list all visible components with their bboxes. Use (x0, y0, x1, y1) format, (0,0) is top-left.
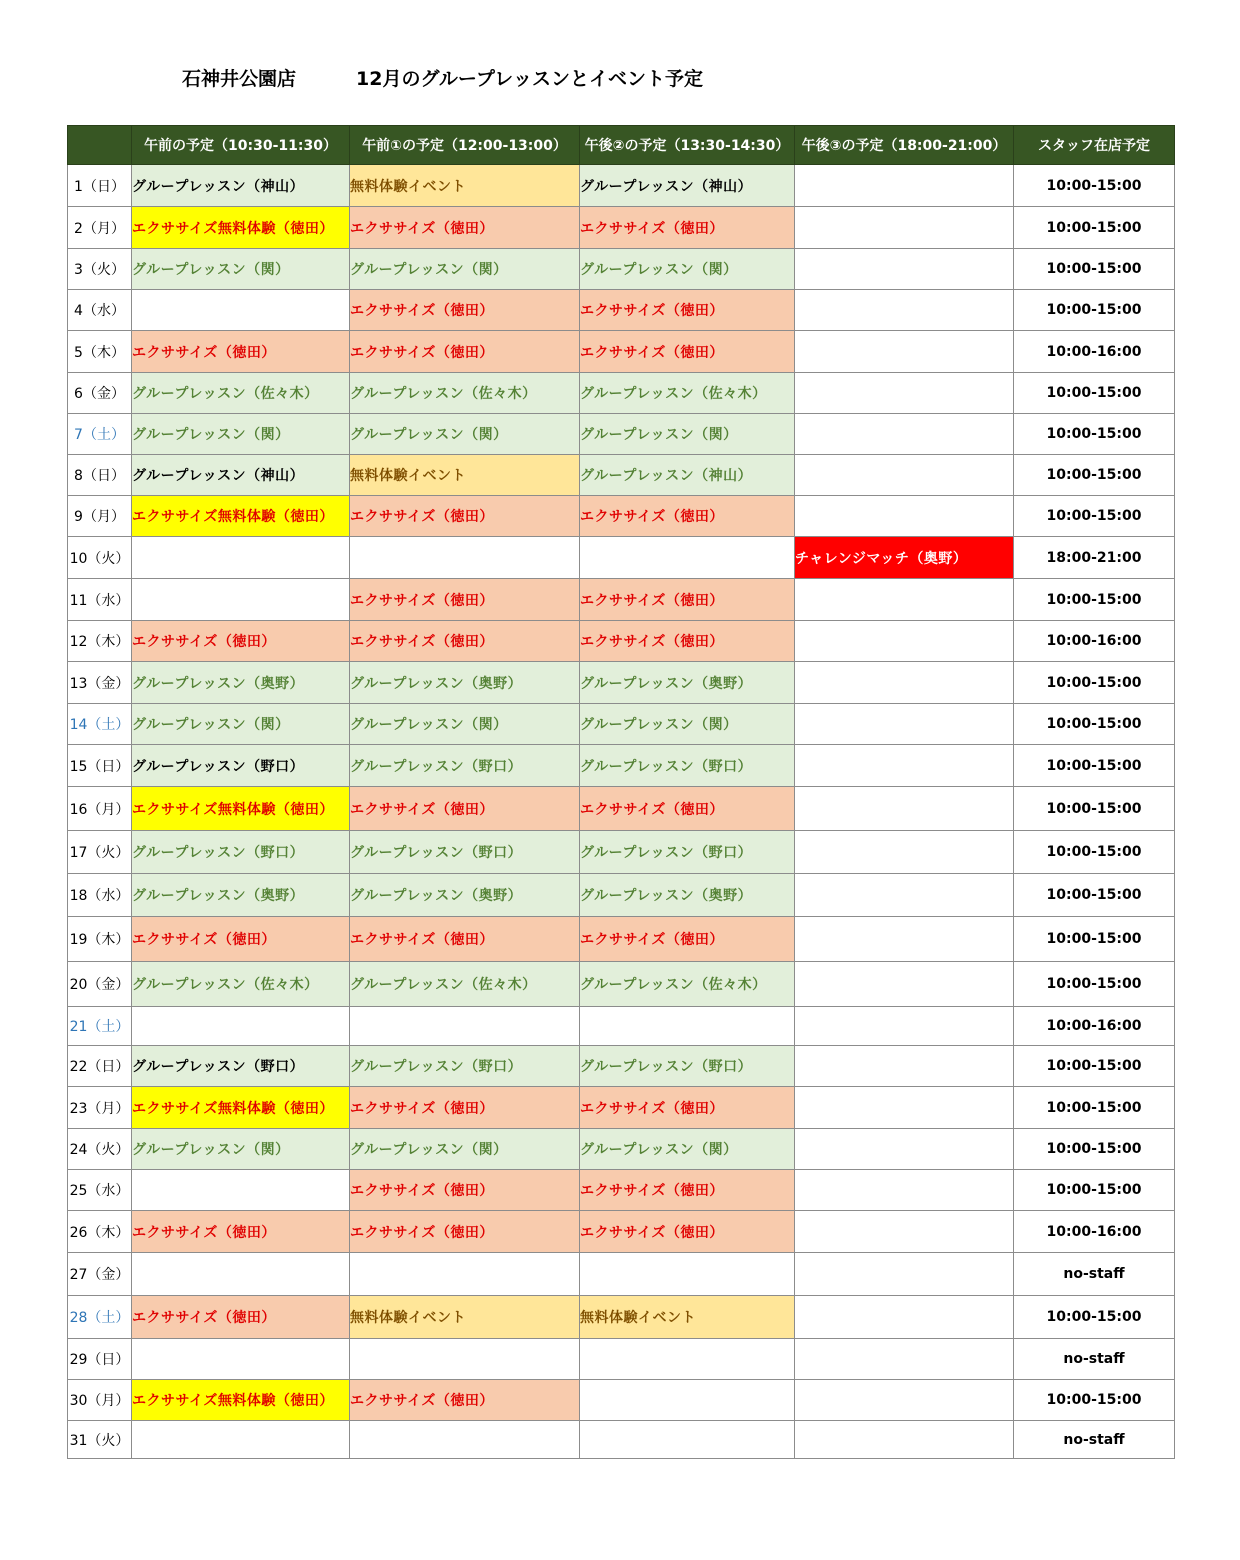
slot-cell-2: グループレッスン（佐々木） (350, 373, 580, 414)
staff-hours-cell: 10:00-16:00 (1014, 331, 1175, 373)
slot-cell-4 (795, 1170, 1014, 1211)
day-cell: 19（木） (68, 917, 132, 962)
column-header-day (68, 126, 132, 165)
slot-cell-4 (795, 1007, 1014, 1046)
table-row (68, 1380, 1175, 1421)
day-cell: 2（月） (68, 207, 132, 249)
slot-cell-2: 無料体験イベント (350, 455, 580, 496)
day-cell: 21（土） (68, 1007, 132, 1046)
slot-cell-4 (795, 1380, 1014, 1421)
table-row (68, 662, 1175, 704)
header-row (68, 126, 1175, 165)
slot-cell-4 (795, 662, 1014, 704)
staff-hours-cell: 10:00-15:00 (1014, 745, 1175, 787)
table-row (68, 1087, 1175, 1129)
slot-cell-4 (795, 917, 1014, 962)
slot-cell-3: エクササイズ（徳田） (580, 621, 795, 662)
slot-cell-2: エクササイズ（徳田） (350, 290, 580, 331)
slot-cell-4 (795, 165, 1014, 207)
staff-hours-cell: 10:00-15:00 (1014, 1380, 1175, 1421)
slot-cell-1: グループレッスン（野口） (132, 1046, 350, 1087)
slot-cell-4 (795, 787, 1014, 831)
slot-cell-1: グループレッスン（関） (132, 1129, 350, 1170)
slot-cell-3: エクササイズ（徳田） (580, 579, 795, 621)
staff-hours-cell: 10:00-15:00 (1014, 1129, 1175, 1170)
slot-cell-4 (795, 496, 1014, 537)
day-cell: 24（火） (68, 1129, 132, 1170)
slot-cell-4 (795, 1339, 1014, 1380)
staff-hours-cell: 10:00-15:00 (1014, 831, 1175, 874)
day-cell: 31（火） (68, 1421, 132, 1459)
day-cell: 6（金） (68, 373, 132, 414)
slot-cell-2: 無料体験イベント (350, 1296, 580, 1339)
staff-hours-cell: 10:00-15:00 (1014, 496, 1175, 537)
slot-cell-1: グループレッスン（野口） (132, 831, 350, 874)
day-cell: 22（日） (68, 1046, 132, 1087)
staff-hours-cell: 10:00-15:00 (1014, 874, 1175, 917)
slot-cell-4 (795, 621, 1014, 662)
table-row (68, 831, 1175, 874)
table-row (68, 1170, 1175, 1211)
slot-cell-3 (580, 1253, 795, 1296)
slot-cell-4 (795, 1296, 1014, 1339)
slot-cell-2: グループレッスン（関） (350, 414, 580, 455)
staff-hours-cell: 18:00-21:00 (1014, 537, 1175, 579)
slot-cell-4 (795, 1253, 1014, 1296)
staff-hours-cell: 10:00-16:00 (1014, 1211, 1175, 1253)
slot-cell-4 (795, 745, 1014, 787)
slot-cell-4 (795, 579, 1014, 621)
day-cell: 8（日） (68, 455, 132, 496)
table-row (68, 704, 1175, 745)
slot-cell-2: エクササイズ（徳田） (350, 1211, 580, 1253)
slot-cell-1: グループレッスン（佐々木） (132, 962, 350, 1007)
slot-cell-3: エクササイズ（徳田） (580, 787, 795, 831)
slot-cell-1 (132, 1339, 350, 1380)
table-row (68, 1129, 1175, 1170)
table-row (68, 455, 1175, 496)
day-cell: 26（木） (68, 1211, 132, 1253)
slot-cell-1: エクササイズ（徳田） (132, 1296, 350, 1339)
slot-cell-3: グループレッスン（佐々木） (580, 962, 795, 1007)
slot-cell-1 (132, 537, 350, 579)
slot-cell-4 (795, 1046, 1014, 1087)
slot-cell-2: グループレッスン（奥野） (350, 662, 580, 704)
slot-cell-3: グループレッスン（関） (580, 249, 795, 290)
staff-hours-cell: 10:00-15:00 (1014, 917, 1175, 962)
slot-cell-1: グループレッスン（関） (132, 249, 350, 290)
staff-hours-cell: no-staff (1014, 1339, 1175, 1380)
slot-cell-3: エクササイズ（徳田） (580, 290, 795, 331)
slot-cell-1 (132, 1170, 350, 1211)
slot-cell-2: エクササイズ（徳田） (350, 787, 580, 831)
slot-cell-3 (580, 1339, 795, 1380)
slot-cell-3 (580, 1421, 795, 1459)
slot-cell-1: エクササイズ無料体験（徳田） (132, 1087, 350, 1129)
column-header-evening: 午後③の予定（18:00-21:00） (795, 126, 1014, 165)
slot-cell-2: グループレッスン（野口） (350, 831, 580, 874)
column-header-noon: 午前①の予定（12:00-13:00） (350, 126, 580, 165)
staff-hours-cell: 10:00-15:00 (1014, 207, 1175, 249)
staff-hours-cell: 10:00-16:00 (1014, 1007, 1175, 1046)
slot-cell-1 (132, 1253, 350, 1296)
slot-cell-2: グループレッスン（関） (350, 1129, 580, 1170)
slot-cell-3: エクササイズ（徳田） (580, 1170, 795, 1211)
table-row (68, 414, 1175, 455)
table-row (68, 874, 1175, 917)
slot-cell-3: エクササイズ（徳田） (580, 1211, 795, 1253)
slot-cell-2: グループレッスン（佐々木） (350, 962, 580, 1007)
staff-hours-cell: 10:00-15:00 (1014, 165, 1175, 207)
slot-cell-1: グループレッスン（関） (132, 704, 350, 745)
table-row (68, 917, 1175, 962)
slot-cell-3: エクササイズ（徳田） (580, 496, 795, 537)
slot-cell-4 (795, 249, 1014, 290)
slot-cell-4 (795, 1211, 1014, 1253)
slot-cell-2: グループレッスン（関） (350, 249, 580, 290)
slot-cell-4 (795, 1129, 1014, 1170)
staff-hours-cell: no-staff (1014, 1421, 1175, 1459)
slot-cell-2: エクササイズ（徳田） (350, 207, 580, 249)
day-cell: 28（土） (68, 1296, 132, 1339)
slot-cell-1 (132, 1421, 350, 1459)
slot-cell-1: エクササイズ（徳田） (132, 331, 350, 373)
table-row (68, 496, 1175, 537)
table-row (68, 1046, 1175, 1087)
day-cell: 1（日） (68, 165, 132, 207)
table-row (68, 1296, 1175, 1339)
staff-hours-cell: 10:00-15:00 (1014, 1087, 1175, 1129)
slot-cell-1: エクササイズ無料体験（徳田） (132, 787, 350, 831)
slot-cell-2: エクササイズ（徳田） (350, 579, 580, 621)
day-cell: 30（月） (68, 1380, 132, 1421)
slot-cell-3: グループレッスン（野口） (580, 1046, 795, 1087)
day-cell: 10（火） (68, 537, 132, 579)
staff-hours-cell: 10:00-15:00 (1014, 455, 1175, 496)
table-row (68, 290, 1175, 331)
staff-hours-cell: 10:00-15:00 (1014, 373, 1175, 414)
day-cell: 11（水） (68, 579, 132, 621)
staff-hours-cell: 10:00-15:00 (1014, 787, 1175, 831)
day-cell: 3（火） (68, 249, 132, 290)
table-row (68, 165, 1175, 207)
day-cell: 16（月） (68, 787, 132, 831)
slot-cell-2: エクササイズ（徳田） (350, 496, 580, 537)
slot-cell-3: グループレッスン（野口） (580, 745, 795, 787)
slot-cell-2: エクササイズ（徳田） (350, 1087, 580, 1129)
day-cell: 23（月） (68, 1087, 132, 1129)
table-row (68, 373, 1175, 414)
slot-cell-4 (795, 1087, 1014, 1129)
slot-cell-2 (350, 1253, 580, 1296)
slot-cell-2: エクササイズ（徳田） (350, 621, 580, 662)
slot-cell-3: グループレッスン（野口） (580, 831, 795, 874)
slot-cell-2: エクササイズ（徳田） (350, 1170, 580, 1211)
slot-cell-1: エクササイズ無料体験（徳田） (132, 1380, 350, 1421)
slot-cell-1: グループレッスン（奥野） (132, 662, 350, 704)
schedule-body (68, 165, 1175, 1459)
staff-hours-cell: 10:00-15:00 (1014, 290, 1175, 331)
day-cell: 20（金） (68, 962, 132, 1007)
staff-hours-cell: 10:00-15:00 (1014, 579, 1175, 621)
schedule-table (67, 125, 1175, 1459)
store-name: 石神井公園店 (182, 68, 297, 90)
slot-cell-3: エクササイズ（徳田） (580, 1087, 795, 1129)
slot-cell-4: チャレンジマッチ（奥野） (795, 537, 1014, 579)
slot-cell-4 (795, 962, 1014, 1007)
slot-cell-3 (580, 1007, 795, 1046)
slot-cell-1 (132, 1007, 350, 1046)
slot-cell-4 (795, 874, 1014, 917)
slot-cell-2: グループレッスン（奥野） (350, 874, 580, 917)
slot-cell-3: グループレッスン（神山） (580, 455, 795, 496)
slot-cell-2 (350, 1007, 580, 1046)
slot-cell-3: グループレッスン（関） (580, 414, 795, 455)
column-header-staff: スタッフ在店予定 (1014, 126, 1175, 165)
staff-hours-cell: 10:00-15:00 (1014, 1170, 1175, 1211)
slot-cell-1: グループレッスン（佐々木） (132, 373, 350, 414)
slot-cell-3: グループレッスン（関） (580, 704, 795, 745)
slot-cell-2 (350, 537, 580, 579)
table-row (68, 537, 1175, 579)
slot-cell-3 (580, 1380, 795, 1421)
table-row (68, 1007, 1175, 1046)
slot-cell-4 (795, 331, 1014, 373)
slot-cell-2: グループレッスン（野口） (350, 745, 580, 787)
table-row (68, 1421, 1175, 1459)
staff-hours-cell: 10:00-15:00 (1014, 662, 1175, 704)
day-cell: 7（土） (68, 414, 132, 455)
slot-cell-4 (795, 1421, 1014, 1459)
day-cell: 5（木） (68, 331, 132, 373)
slot-cell-3: グループレッスン（奥野） (580, 662, 795, 704)
table-row (68, 331, 1175, 373)
slot-cell-2: 無料体験イベント (350, 165, 580, 207)
table-row (68, 1339, 1175, 1380)
table-row (68, 249, 1175, 290)
staff-hours-cell: 10:00-15:00 (1014, 962, 1175, 1007)
day-cell: 9（月） (68, 496, 132, 537)
slot-cell-3: エクササイズ（徳田） (580, 331, 795, 373)
slot-cell-3: 無料体験イベント (580, 1296, 795, 1339)
table-row (68, 787, 1175, 831)
day-cell: 15（日） (68, 745, 132, 787)
staff-hours-cell: 10:00-15:00 (1014, 1046, 1175, 1087)
slot-cell-2: エクササイズ（徳田） (350, 917, 580, 962)
slot-cell-4 (795, 373, 1014, 414)
slot-cell-4 (795, 207, 1014, 249)
slot-cell-1: エクササイズ無料体験（徳田） (132, 207, 350, 249)
slot-cell-3: グループレッスン（神山） (580, 165, 795, 207)
slot-cell-3 (580, 537, 795, 579)
staff-hours-cell: 10:00-15:00 (1014, 414, 1175, 455)
slot-cell-2: グループレッスン（野口） (350, 1046, 580, 1087)
slot-cell-1: グループレッスン（関） (132, 414, 350, 455)
slot-cell-4 (795, 414, 1014, 455)
slot-cell-1: グループレッスン（神山） (132, 165, 350, 207)
slot-cell-1: グループレッスン（神山） (132, 455, 350, 496)
day-cell: 13（金） (68, 662, 132, 704)
table-row (68, 1211, 1175, 1253)
slot-cell-1: エクササイズ無料体験（徳田） (132, 496, 350, 537)
day-cell: 27（金） (68, 1253, 132, 1296)
table-row (68, 962, 1175, 1007)
day-cell: 14（土） (68, 704, 132, 745)
slot-cell-1: エクササイズ（徳田） (132, 1211, 350, 1253)
slot-cell-3: エクササイズ（徳田） (580, 917, 795, 962)
slot-cell-3: エクササイズ（徳田） (580, 207, 795, 249)
staff-hours-cell: 10:00-15:00 (1014, 1296, 1175, 1339)
slot-cell-2 (350, 1421, 580, 1459)
slot-cell-2: エクササイズ（徳田） (350, 331, 580, 373)
slot-cell-4 (795, 831, 1014, 874)
column-header-morning: 午前の予定（10:30-11:30） (132, 126, 350, 165)
day-cell: 4（水） (68, 290, 132, 331)
day-cell: 18（水） (68, 874, 132, 917)
day-cell: 29（日） (68, 1339, 132, 1380)
slot-cell-2: グループレッスン（関） (350, 704, 580, 745)
slot-cell-1: エクササイズ（徳田） (132, 621, 350, 662)
slot-cell-3: グループレッスン（関） (580, 1129, 795, 1170)
slot-cell-4 (795, 455, 1014, 496)
table-row (68, 1253, 1175, 1296)
slot-cell-2 (350, 1339, 580, 1380)
table-row (68, 621, 1175, 662)
slot-cell-1: グループレッスン（奥野） (132, 874, 350, 917)
slot-cell-1: グループレッスン（野口） (132, 745, 350, 787)
slot-cell-2: エクササイズ（徳田） (350, 1380, 580, 1421)
table-row (68, 745, 1175, 787)
staff-hours-cell: no-staff (1014, 1253, 1175, 1296)
staff-hours-cell: 10:00-16:00 (1014, 621, 1175, 662)
day-cell: 25（水） (68, 1170, 132, 1211)
staff-hours-cell: 10:00-15:00 (1014, 249, 1175, 290)
slot-cell-3: グループレッスン（奥野） (580, 874, 795, 917)
slot-cell-4 (795, 290, 1014, 331)
table-row (68, 207, 1175, 249)
slot-cell-1 (132, 579, 350, 621)
table-row (68, 579, 1175, 621)
day-cell: 12（木） (68, 621, 132, 662)
page-title: 12月のグループレッスンとイベント予定 (356, 68, 703, 90)
slot-cell-1 (132, 290, 350, 331)
slot-cell-1: エクササイズ（徳田） (132, 917, 350, 962)
staff-hours-cell: 10:00-15:00 (1014, 704, 1175, 745)
slot-cell-4 (795, 704, 1014, 745)
slot-cell-3: グループレッスン（佐々木） (580, 373, 795, 414)
column-header-afternoon: 午後②の予定（13:30-14:30） (580, 126, 795, 165)
day-cell: 17（火） (68, 831, 132, 874)
